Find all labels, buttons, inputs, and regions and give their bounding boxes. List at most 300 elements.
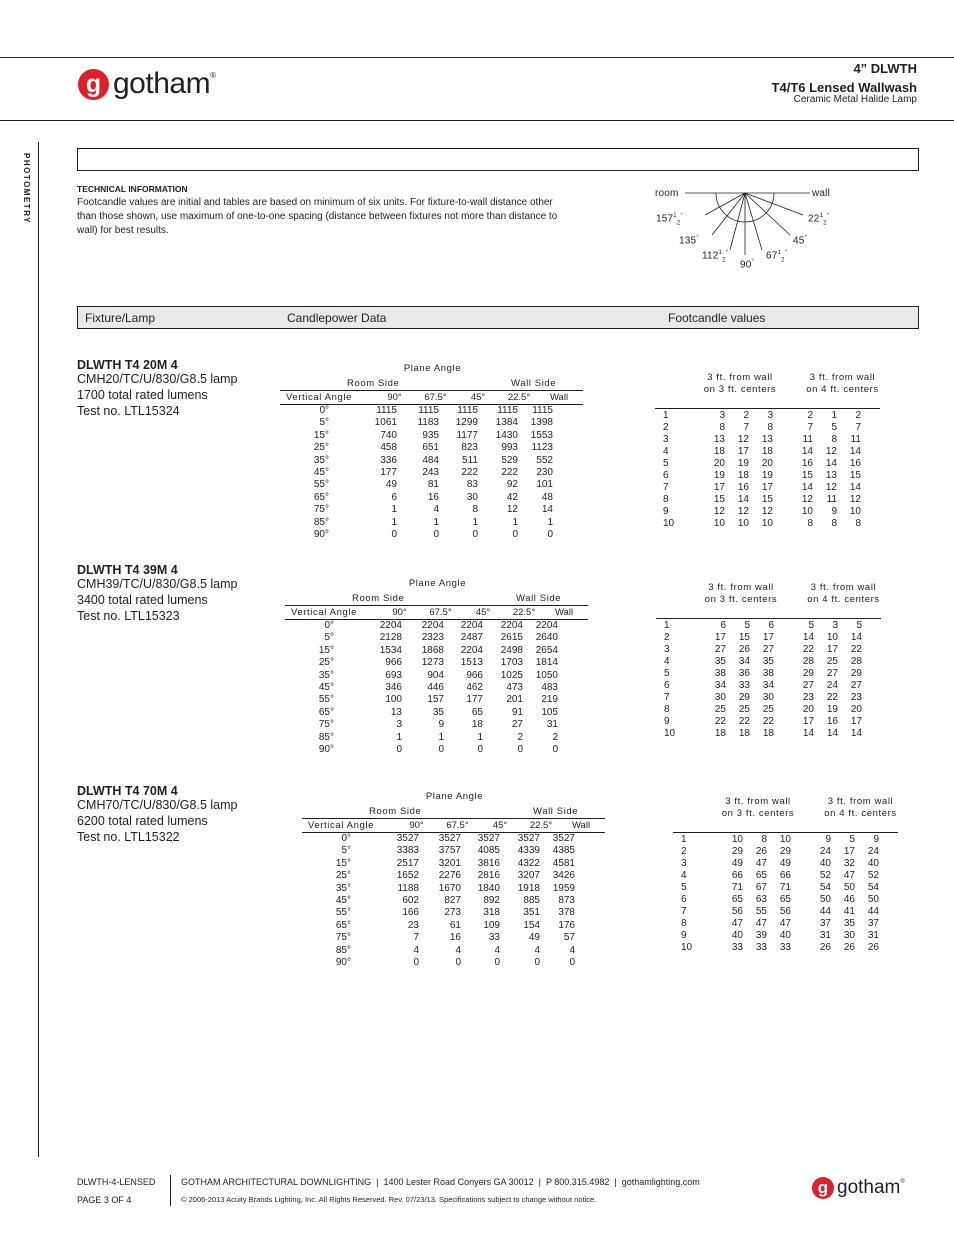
candlepower-cell: 3207 <box>517 870 540 882</box>
footcandle-cell: 8 <box>831 518 837 529</box>
wall-side-label: Wall Side <box>516 593 562 604</box>
footcandle-cell: 12 <box>737 506 749 517</box>
footcandle-cell: 10 <box>761 518 773 529</box>
footcandle-cell: 25 <box>714 704 726 715</box>
candlepower-cell: 13 <box>390 706 402 718</box>
footcandle-cell: 47 <box>755 918 767 929</box>
candlepower-cell: 61 <box>449 919 461 931</box>
angle-header-row <box>302 818 605 833</box>
table-row <box>655 458 861 470</box>
vertical-angle-cell: 45° <box>313 467 329 479</box>
plane-angle-header: 45° <box>492 820 508 831</box>
product-subtitle: Ceramic Metal Halide Lamp <box>793 94 917 105</box>
candlepower-cell: 7 <box>413 932 419 944</box>
footcandle-cell: 39 <box>755 930 767 941</box>
distance-cell: 5 <box>681 882 687 893</box>
footcandle-cell: 10 <box>779 834 791 845</box>
table-row <box>302 870 575 882</box>
distance-cell: 7 <box>681 906 687 917</box>
footcandle-cell: 11 <box>802 434 813 445</box>
candlepower-cell: 4339 <box>517 845 540 857</box>
footcandle-cell: 47 <box>755 858 767 869</box>
room-side-label: Room Side <box>352 593 405 604</box>
footcandle-cell: 18 <box>714 728 726 739</box>
footcandle-cell: 37 <box>819 918 831 929</box>
candlepower-cell: 885 <box>523 895 540 907</box>
footcandle-cell: 11 <box>850 434 861 445</box>
footcandle-values <box>656 620 862 740</box>
side-labels <box>285 592 590 605</box>
candlepower-cell: 9 <box>438 719 444 731</box>
distance-cell: 4 <box>681 870 687 881</box>
candlepower-cell: 81 <box>427 479 439 491</box>
candlepower-cell: 16 <box>427 491 439 503</box>
candlepower-cell: 166 <box>402 907 419 919</box>
footcandle-cell: 29 <box>738 692 750 703</box>
plane-angle-header: 67.5° <box>424 392 447 403</box>
distance-cell: 1 <box>681 834 687 845</box>
candlepower-cell: 0 <box>477 744 483 756</box>
footcandle-cell: 16 <box>849 458 861 469</box>
table-row <box>302 895 575 907</box>
footcandle-cell: 35 <box>843 918 855 929</box>
distance-cell: 5 <box>664 668 670 679</box>
candlepower-cell: 693 <box>385 669 402 681</box>
footcandle-cell: 18 <box>713 446 725 457</box>
footcandle-cell: 5 <box>744 620 750 631</box>
table-row <box>302 957 575 969</box>
candlepower-cell: 83 <box>466 479 478 491</box>
footcandle-cell: 34 <box>738 656 750 667</box>
table-row <box>285 645 558 657</box>
candlepower-cell: 8 <box>472 504 478 516</box>
plane-angle-header: 90° <box>387 392 402 403</box>
footcandle-cell: 29 <box>802 668 814 679</box>
candlepower-cell: 3527 <box>396 833 419 844</box>
footcandle-cell: 29 <box>850 668 862 679</box>
candlepower-cell: 2204 <box>460 644 483 656</box>
candlepower-cell: 2204 <box>421 620 444 631</box>
footcandle-cell: 34 <box>714 680 726 691</box>
candlepower-cell: 2640 <box>535 632 558 644</box>
candlepower-cell: 105 <box>541 706 558 718</box>
table-row <box>673 870 879 882</box>
footcandle-cell: 2 <box>743 410 749 421</box>
candlepower-cell: 2615 <box>500 632 523 644</box>
candlepower-cell: 42 <box>506 491 518 503</box>
vertical-angle-cell: 90° <box>335 957 351 969</box>
candlepower-cell: 92 <box>506 479 518 491</box>
footcandle-cell: 11 <box>826 494 837 505</box>
product-info <box>77 784 237 845</box>
candlepower-cell: 49 <box>385 479 397 491</box>
vertical-angle-cell: 0° <box>319 405 329 416</box>
candlepower-cell: 873 <box>558 895 575 907</box>
candlepower-cell: 1115 <box>497 405 518 416</box>
side-tab-label: PHOTOMETRY <box>22 153 31 225</box>
footer-registered-mark: ® <box>900 1179 905 1185</box>
footcandle-cell: 9 <box>873 834 879 845</box>
table-row <box>285 670 558 682</box>
distance-cell: 8 <box>663 494 669 505</box>
footcandle-cell: 35 <box>714 656 726 667</box>
table-row <box>302 932 575 944</box>
table-row <box>285 732 558 744</box>
footcandle-cell: 33 <box>731 942 743 953</box>
footcandle-cell: 14 <box>801 446 813 457</box>
footcandle-cell: 56 <box>779 906 791 917</box>
table-row <box>285 719 558 731</box>
candlepower-cell: 1 <box>433 516 439 528</box>
footcandle-table <box>655 372 880 530</box>
candlepower-cell: 0 <box>433 529 439 541</box>
footcandle-cell: 23 <box>802 692 814 703</box>
plane-angle-header: 22.5° <box>507 392 531 403</box>
table-row <box>655 482 861 494</box>
candlepower-cell: 1 <box>547 516 553 528</box>
product-title <box>772 59 917 97</box>
candlepower-cell: 219 <box>541 694 558 706</box>
candlepower-cell: 18 <box>471 719 483 731</box>
footer-gotham-logo[interactable] <box>812 1177 905 1199</box>
table-row <box>280 405 553 417</box>
vertical-angle-cell: 65° <box>313 491 329 503</box>
vertical-angle-cell: 65° <box>335 919 351 931</box>
footcandle-cell: 49 <box>779 858 791 869</box>
angle-label-45: 45° <box>793 235 808 247</box>
footcandle-values <box>655 410 861 530</box>
candlepower-cell: 2204 <box>535 620 558 631</box>
footcandle-cell: 17 <box>802 716 814 727</box>
table-row <box>280 430 553 442</box>
footcandle-cell: 7 <box>807 422 813 433</box>
table-row <box>656 716 862 728</box>
table-row <box>302 883 575 895</box>
footer-logo-wordmark: gotham <box>837 1177 901 1198</box>
footcandle-values <box>673 834 879 954</box>
footcandle-cell: 49 <box>731 858 743 869</box>
distance-cell: 4 <box>663 446 669 457</box>
table-row <box>656 632 862 644</box>
footcandle-cell: 7 <box>855 422 861 433</box>
candlepower-cell: 1652 <box>396 870 419 882</box>
footcandle-cell: 30 <box>843 930 855 941</box>
fc-header-3ft <box>696 582 786 606</box>
candlepower-cell: 351 <box>523 907 540 919</box>
footcandle-cell: 25 <box>826 656 838 667</box>
vertical-angle-cell: 35° <box>318 669 334 681</box>
table-row <box>655 410 861 422</box>
footcandle-cell: 18 <box>737 470 749 481</box>
header-candlepower: Candlepower Data <box>287 311 387 325</box>
footcandle-cell: 14 <box>849 446 861 457</box>
footcandle-cell: 19 <box>826 704 838 715</box>
footcandle-cell: 30 <box>762 692 774 703</box>
table-row <box>302 907 575 919</box>
footcandle-cell: 22 <box>714 716 726 727</box>
header-footcandle: Footcandle values <box>668 311 766 325</box>
distance-cell: 1 <box>664 620 670 631</box>
candlepower-table <box>302 791 607 969</box>
candlepower-cell: 4085 <box>477 845 500 857</box>
product-lumens: 3400 total rated lumens <box>77 592 208 607</box>
candlepower-cell: 892 <box>483 895 500 907</box>
footcandle-cell: 56 <box>731 906 743 917</box>
footcandle-cell: 66 <box>779 870 791 881</box>
angle-label-67: $67^1_2^\circ$ <box>766 250 788 264</box>
candlepower-cell: 230 <box>536 467 553 479</box>
header-fixture-lamp: Fixture/Lamp <box>85 311 156 325</box>
plane-angle-header: Wall <box>554 607 574 618</box>
footcandle-cell: 19 <box>737 458 749 469</box>
candlepower-cell: 458 <box>380 442 397 454</box>
distance-cell: 2 <box>664 632 670 643</box>
product-test-number: Test no. LTL15323 <box>77 608 180 623</box>
vertical-angle-cell: 25° <box>318 657 334 669</box>
footcandle-cell: 17 <box>762 632 774 643</box>
table-row <box>673 930 879 942</box>
footer-divider <box>170 1175 171 1206</box>
plane-angle-header: 67.5° <box>429 607 452 618</box>
footcandle-cell: 22 <box>826 692 838 703</box>
candlepower-cell: 31 <box>546 719 558 731</box>
candlepower-cell: 1 <box>438 731 444 743</box>
footcandle-cell: 10 <box>801 506 813 517</box>
footcandle-cell: 10 <box>826 632 838 643</box>
gotham-logo[interactable] <box>78 67 216 101</box>
footcandle-cell: 50 <box>819 894 831 905</box>
candlepower-cell: 4581 <box>552 857 575 869</box>
candlepower-cell: 157 <box>427 694 444 706</box>
candlepower-cell: 1183 <box>417 417 439 429</box>
footcandle-cell: 44 <box>819 906 831 917</box>
fc-header-4ft-line1: 3 ft. from wall <box>809 372 876 383</box>
candlepower-cell: 0 <box>569 957 575 969</box>
footcandle-cell: 14 <box>801 482 813 493</box>
candlepower-cell: 4 <box>413 944 419 956</box>
table-row <box>656 728 862 740</box>
distance-cell: 2 <box>681 846 687 857</box>
vertical-angle-cell: 5° <box>324 632 334 644</box>
footcandle-cell: 19 <box>761 470 773 481</box>
plane-angle-label: Plane Angle <box>425 791 484 802</box>
angle-header-table <box>285 606 582 619</box>
footcandle-cell: 3 <box>719 410 725 421</box>
footcandle-cell: 52 <box>867 870 879 881</box>
table-row <box>285 694 558 706</box>
candlepower-values <box>302 833 575 969</box>
vertical-angle-cell: 55° <box>313 479 329 491</box>
footcandle-cell: 30 <box>714 692 726 703</box>
fc-header-3ft-line2: on 3 ft. centers <box>721 808 795 819</box>
footcandle-cell: 19 <box>713 470 725 481</box>
footer-company-line: GOTHAM ARCHITECTURAL DOWNLIGHTING | 1400 Lester Road Conyers GA 30012 | P 800.315.4982 | gothamlighting.com <box>181 1177 700 1187</box>
candlepower-cell: 27 <box>511 719 523 731</box>
vertical-angle-cell: 35° <box>313 454 329 466</box>
footcandle-cell: 5 <box>856 620 862 631</box>
vertical-angle-cell: 90° <box>318 744 334 756</box>
footcandle-cell: 26 <box>738 644 750 655</box>
footcandle-cell: 14 <box>849 482 861 493</box>
fc-header-3ft-line1: 3 ft. from wall <box>708 582 774 593</box>
candlepower-cell: 1959 <box>552 882 575 894</box>
candlepower-cell: 823 <box>461 442 478 454</box>
candlepower-cell: 2498 <box>500 644 523 656</box>
candlepower-cell: 4 <box>494 944 500 956</box>
product-lamp: CMH39/TC/U/830/G8.5 lamp <box>77 577 238 591</box>
candlepower-cell: 177 <box>466 694 483 706</box>
candlepower-cell: 2517 <box>396 857 419 869</box>
footcandle-cell: 18 <box>738 728 750 739</box>
footcandle-cell: 10 <box>713 518 725 529</box>
footcandle-cell: 55 <box>755 906 767 917</box>
angle-header-row <box>280 390 583 405</box>
fc-header-4ft-line2: on 4 ft. centers <box>807 594 880 605</box>
candlepower-cell: 1513 <box>460 657 483 669</box>
plane-angle-header: Wall <box>571 820 591 831</box>
table-row <box>656 680 862 692</box>
fc-header-4ft-line1: 3 ft. from wall <box>827 796 894 807</box>
candlepower-cell: 12 <box>506 504 518 516</box>
footcandle-cell: 14 <box>826 728 838 739</box>
candlepower-cell: 0 <box>512 529 518 541</box>
footcandle-cell: 22 <box>738 716 750 727</box>
vertical-angle-cell: 90° <box>313 529 329 541</box>
footcandle-cell: 3 <box>767 410 773 421</box>
technical-body: Footcandle values are initial and tables are based on minimum of six units. For fixture-to-wall distance other than those shown, use maximum of one-to-one spacing (distance between fixtures not more than distance to wall) for best results. <box>77 197 558 236</box>
distance-cell: 8 <box>681 918 687 929</box>
candlepower-cell: 201 <box>506 694 523 706</box>
candlepower-cell: 1840 <box>477 882 500 894</box>
footcandle-cell: 14 <box>850 728 862 739</box>
candlepower-cell: 1430 <box>495 429 518 441</box>
room-side-label: Room Side <box>347 378 400 389</box>
wall-side-label: Wall Side <box>533 806 579 817</box>
footcandle-cell: 27 <box>802 680 814 691</box>
footcandle-cell: 10 <box>737 518 749 529</box>
fc-header-4ft <box>796 582 891 606</box>
footer-page-number: PAGE 3 OF 4 <box>77 1195 132 1205</box>
table-row <box>673 918 879 930</box>
plane-angle-header: 45° <box>475 607 491 618</box>
footcandle-cell: 14 <box>825 458 837 469</box>
footcandle-cell: 37 <box>867 918 879 929</box>
candlepower-cell: 0 <box>396 744 402 756</box>
footcandle-cell: 6 <box>768 620 774 631</box>
candlepower-cell: 222 <box>461 467 478 479</box>
vertical-angle-label: Vertical Angle <box>286 392 352 403</box>
column-header-bar <box>77 306 919 329</box>
vertical-angle-cell: 5° <box>341 845 351 857</box>
candlepower-cell: 827 <box>444 895 461 907</box>
candlepower-cell: 3426 <box>552 870 575 882</box>
candlepower-cell: 1 <box>472 516 478 528</box>
candlepower-cell: 1 <box>396 731 402 743</box>
footcandle-cell: 65 <box>731 894 743 905</box>
footcandle-cell: 47 <box>843 870 855 881</box>
plane-angle-header: 90° <box>409 820 424 831</box>
footcandle-rule <box>656 618 881 619</box>
candlepower-cell: 3383 <box>396 845 419 857</box>
vertical-angle-cell: 75° <box>318 719 334 731</box>
table-row <box>285 620 558 632</box>
candlepower-cell: 16 <box>449 932 461 944</box>
table-row <box>656 620 862 632</box>
table-row <box>280 479 553 491</box>
footcandle-cell: 47 <box>779 918 791 929</box>
fc-header-3ft-line2: on 3 ft. centers <box>704 594 778 605</box>
plane-angle-header: 22.5° <box>512 607 536 618</box>
footcandle-cell: 52 <box>819 870 831 881</box>
product-lumens: 6200 total rated lumens <box>77 813 208 828</box>
candlepower-values <box>280 405 553 541</box>
footcandle-cell: 71 <box>779 882 791 893</box>
footcandle-cell: 16 <box>801 458 813 469</box>
footer-doc-id: DLWTH-4-LENSED <box>77 1177 156 1187</box>
footcandle-cell: 2 <box>855 410 861 421</box>
candlepower-cell: 6 <box>391 491 397 503</box>
plane-angle-header: Wall <box>549 392 569 403</box>
distance-cell: 6 <box>681 894 687 905</box>
candlepower-cell: 176 <box>558 919 575 931</box>
table-row <box>302 845 575 857</box>
footcandle-cell: 16 <box>737 482 749 493</box>
footcandle-cell: 1 <box>831 410 837 421</box>
candlepower-cell: 49 <box>528 932 540 944</box>
footcandle-cell: 12 <box>825 482 837 493</box>
distance-cell: 8 <box>664 704 670 715</box>
footcandle-cell: 22 <box>762 716 774 727</box>
plane-angle-header: 45° <box>470 392 486 403</box>
footcandle-cell: 28 <box>850 656 862 667</box>
candlepower-cell: 2204 <box>500 620 523 631</box>
fc-header-4ft-line1: 3 ft. from wall <box>810 582 877 593</box>
footcandle-cell: 13 <box>713 434 725 445</box>
footcandle-cell: 15 <box>801 470 813 481</box>
footcandle-cell: 12 <box>713 506 725 517</box>
candlepower-cell: 3757 <box>438 845 461 857</box>
footcandle-cell: 20 <box>761 458 773 469</box>
candlepower-cell: 100 <box>385 694 402 706</box>
candlepower-cell: 1 <box>512 516 518 528</box>
footcandle-cell: 28 <box>802 656 814 667</box>
footcandle-cell: 27 <box>850 680 862 691</box>
footcandle-cell: 15 <box>761 494 773 505</box>
fc-header-3ft-line1: 3 ft. from wall <box>707 372 773 383</box>
footcandle-cell: 13 <box>825 470 837 481</box>
table-row <box>673 846 879 858</box>
vertical-angle-label: Vertical Angle <box>308 820 374 831</box>
footcandle-headers <box>673 796 898 832</box>
candlepower-cell: 2204 <box>460 620 483 631</box>
candlepower-cell: 0 <box>534 957 540 969</box>
distance-cell: 9 <box>664 716 670 727</box>
candlepower-cell: 0 <box>552 744 558 756</box>
vertical-angle-cell: 85° <box>318 731 334 743</box>
footcandle-cell: 23 <box>850 692 862 703</box>
fc-header-4ft <box>813 796 908 820</box>
footcandle-cell: 34 <box>762 680 774 691</box>
candlepower-cell: 4 <box>455 944 461 956</box>
candlepower-cell: 1553 <box>530 429 553 441</box>
table-row <box>655 434 861 446</box>
fc-header-4ft-line2: on 4 ft. centers <box>824 808 897 819</box>
footcandle-cell: 26 <box>843 942 855 953</box>
footcandle-cell: 14 <box>850 632 862 643</box>
wall-label: wall <box>812 188 831 199</box>
table-row <box>655 446 861 458</box>
footcandle-cell: 65 <box>779 894 791 905</box>
